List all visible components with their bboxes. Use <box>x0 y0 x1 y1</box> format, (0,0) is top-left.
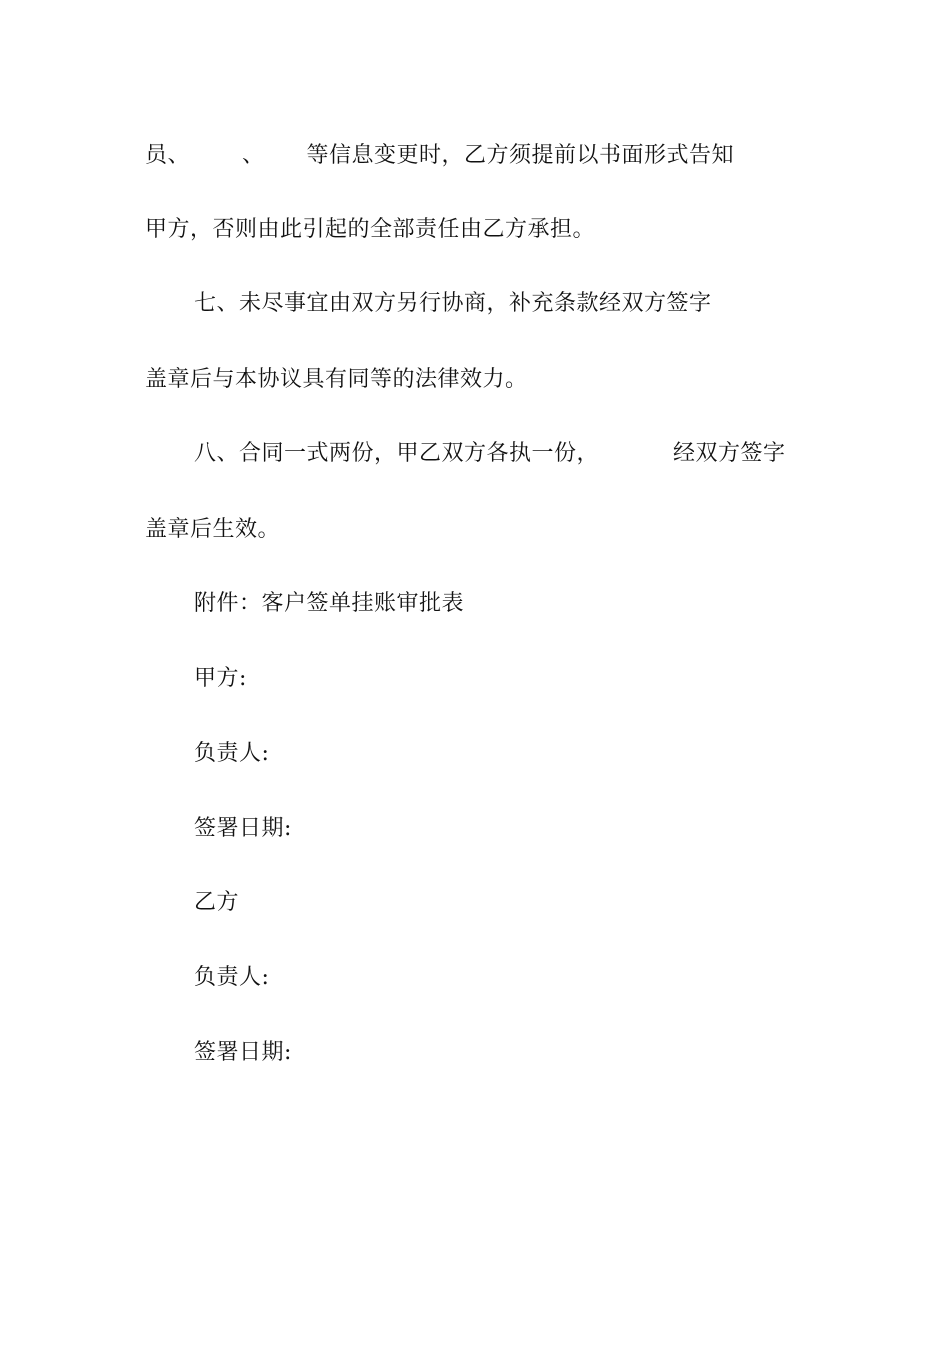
paragraph-six-line-1 <box>145 142 734 170</box>
paragraph-seven-line-2: 盖章后与本协议具有同等的法律效力。 <box>145 367 528 392</box>
paragraph-eight-line-2: 盖章后生效。 <box>145 517 281 542</box>
text-segment: 八、合同一式两份，甲乙双方各执一份， <box>194 441 600 466</box>
text-segment: 、 <box>242 143 265 168</box>
text-segment: 员、 <box>145 143 191 168</box>
text-segment: 等信息变更时，乙方须提前以书面形式告知 <box>306 143 735 168</box>
party-b-date-label: 签署日期: <box>194 1040 292 1065</box>
party-b-person-label: 负责人: <box>194 965 270 990</box>
party-a-person-label: 负责人: <box>194 741 270 766</box>
attachment-line: 附件：客户签单挂账审批表 <box>194 591 465 616</box>
party-a-label: 甲方: <box>194 666 247 691</box>
paragraph-seven-line-1: 七、未尽事宜由双方另行协商，补充条款经双方签字 <box>194 291 712 316</box>
party-b-label: 乙方 <box>194 890 240 915</box>
text-segment: 经双方签字 <box>673 441 786 466</box>
party-a-date-label: 签署日期: <box>194 816 292 841</box>
paragraph-eight-line-1 <box>194 440 786 468</box>
paragraph-six-line-2: 甲方，否则由此引起的全部责任由乙方承担。 <box>145 217 596 242</box>
